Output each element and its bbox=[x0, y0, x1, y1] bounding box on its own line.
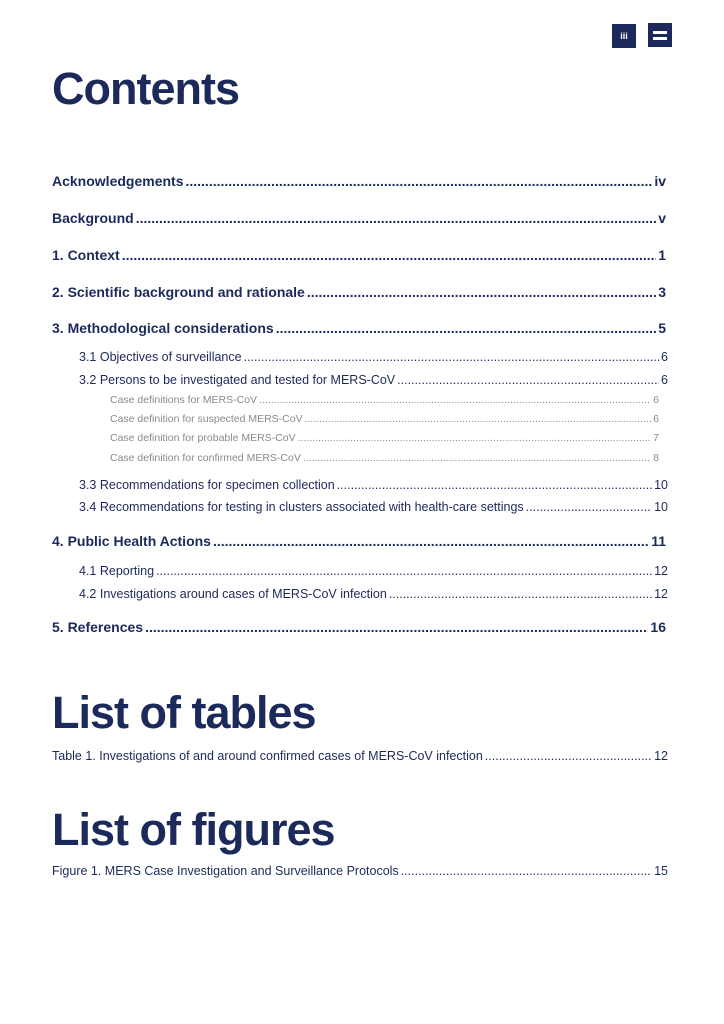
toc-entry-reporting[interactable]: 4.1 Reporting ..... 12 bbox=[79, 564, 668, 578]
toc-entry-public-health-actions[interactable]: 4. Public Health Actions ..... 11 bbox=[52, 533, 666, 549]
list-of-figures-heading: List of figures bbox=[52, 804, 335, 855]
toc-entry-probable-case-definition[interactable]: Case definition for probable MERS-CoV ..... 7 bbox=[110, 432, 659, 444]
toc-entry-objectives-of-surveillance[interactable]: 3.1 Objectives of surveillance ..... 6 bbox=[79, 350, 668, 364]
toc-entry-suspected-case-definition[interactable]: Case definition for suspected MERS-CoV ..... 6 bbox=[110, 413, 659, 425]
table-list-entry[interactable]: Table 1. Investigations of and around confirmed cases of MERS-CoV infection ..... 12 bbox=[52, 749, 668, 763]
figure-list-entry[interactable]: Figure 1. MERS Case Investigation and Surveillance Protocols ..... 15 bbox=[52, 864, 668, 878]
toc-entry-scientific-background[interactable]: 2. Scientific background and rationale ..... 3 bbox=[52, 284, 666, 300]
page-number-badge: iii bbox=[612, 24, 636, 48]
menu-button[interactable] bbox=[648, 23, 672, 47]
toc-entry-context[interactable]: 1. Context ..... 1 bbox=[52, 247, 666, 263]
toc-entry-confirmed-case-definition[interactable]: Case definition for confirmed MERS-CoV ..... 8 bbox=[110, 452, 659, 464]
menu-icon bbox=[653, 31, 667, 34]
toc-entry-specimen-collection[interactable]: 3.3 Recommendations for specimen collection ..... 10 bbox=[79, 478, 668, 492]
list-of-tables-heading: List of tables bbox=[52, 687, 316, 738]
toc-entry-acknowledgements[interactable]: Acknowledgements ..... iv bbox=[52, 173, 666, 189]
toc-entry-case-definitions[interactable]: Case definitions for MERS-CoV ..... 6 bbox=[110, 394, 659, 406]
toc-entry-references[interactable]: 5. References ..... 16 bbox=[52, 619, 666, 635]
toc-entry-investigations-around-cases[interactable]: 4.2 Investigations around cases of MERS-CoV infection ..... 12 bbox=[79, 587, 668, 601]
toc-entry-methodological-considerations[interactable]: 3. Methodological considerations ..... 5 bbox=[52, 320, 666, 336]
contents-heading: Contents bbox=[52, 63, 239, 114]
toc-entry-background[interactable]: Background ..... v bbox=[52, 210, 666, 226]
toc-entry-testing-in-clusters[interactable]: 3.4 Recommendations for testing in clusters associated with health-care settings ..... 10 bbox=[79, 500, 668, 514]
toc-entry-persons-investigated[interactable]: 3.2 Persons to be investigated and tested for MERS-CoV ..... 6 bbox=[79, 373, 668, 387]
